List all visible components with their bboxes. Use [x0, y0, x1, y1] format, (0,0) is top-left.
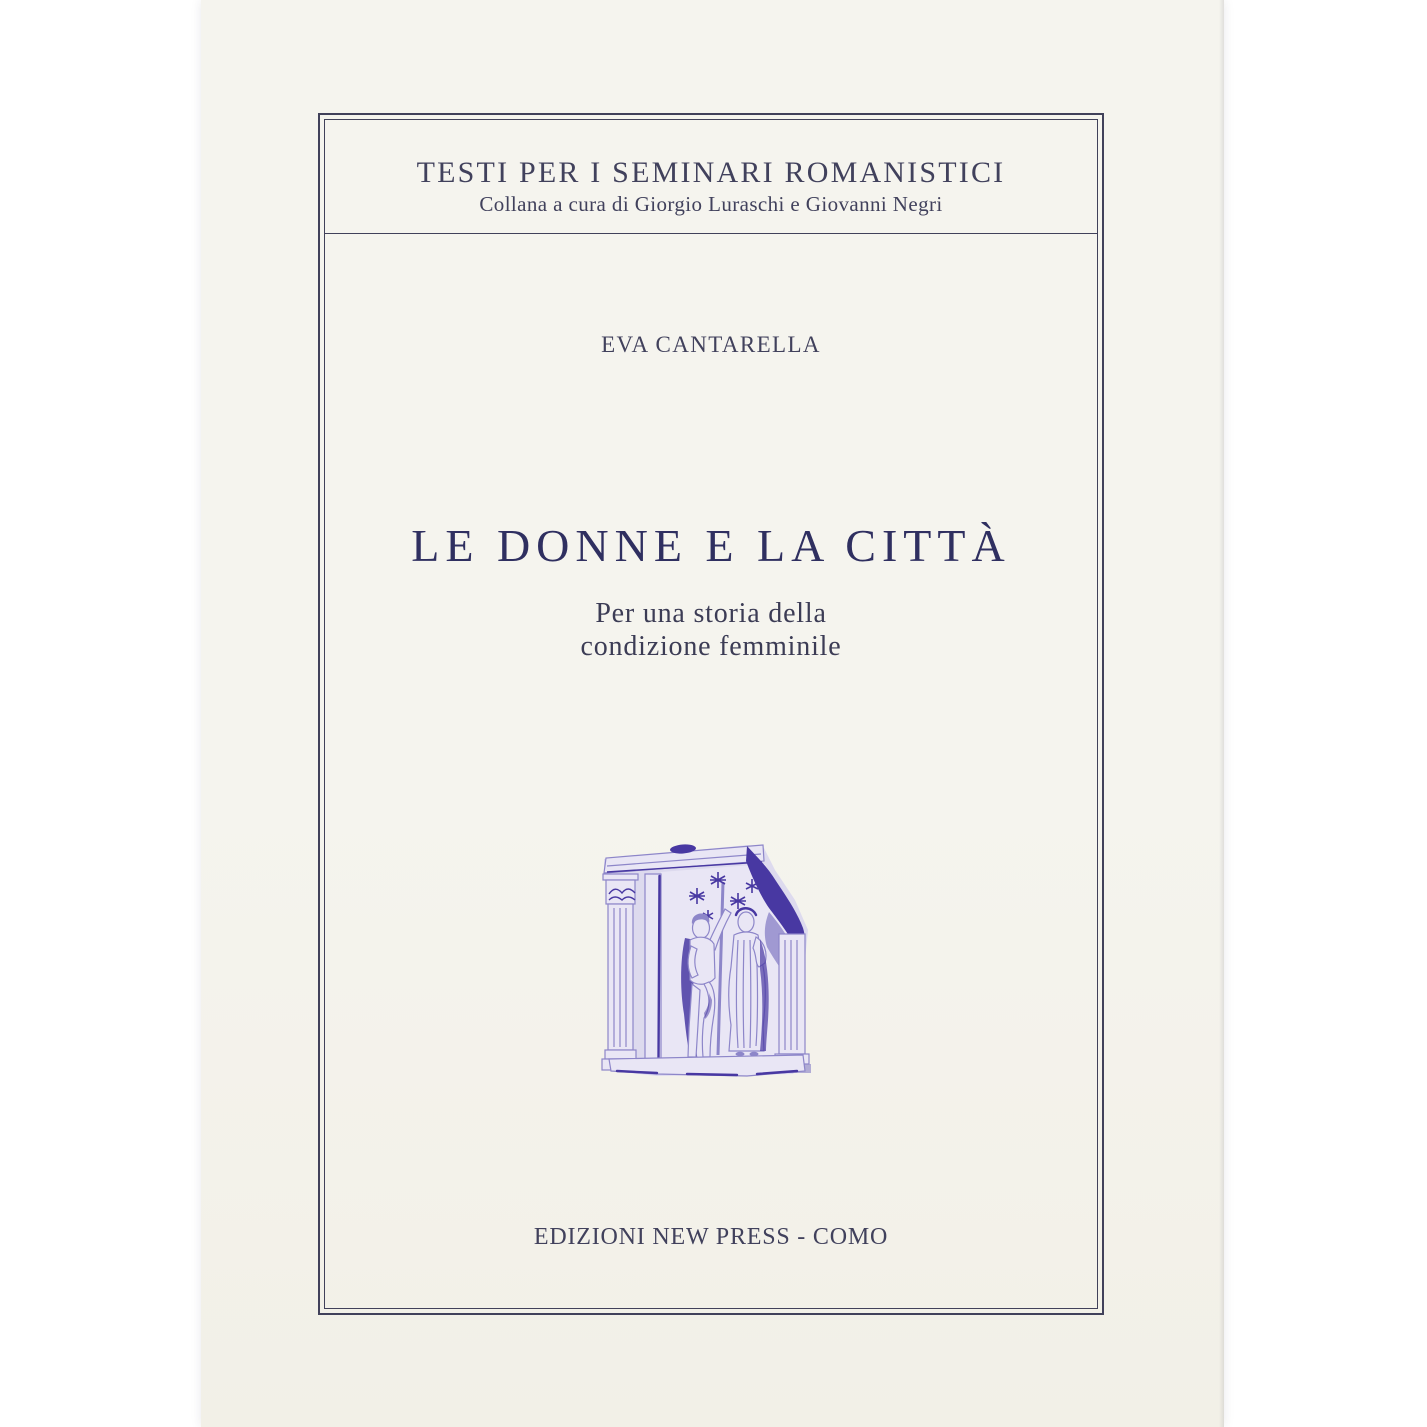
- cover-relief-illustration: [597, 828, 825, 1080]
- book-title: LE DONNE E LA CITTÀ: [411, 520, 1011, 571]
- series-title: TESTI PER I SEMINARI ROMANISTICI: [416, 156, 1006, 189]
- roman-relief-image: [597, 828, 825, 1080]
- book-subtitle-line-2: condizione femminile: [580, 631, 842, 662]
- book-subtitle-line-1: Per una storia della: [595, 598, 827, 629]
- cover-border-frame: [318, 113, 1104, 1315]
- cover-border-frame-inner: [324, 119, 1098, 1309]
- book-subtitle: [320, 597, 1102, 663]
- publisher-imprint: EDIZIONI NEW PRESS - COMO: [533, 1224, 889, 1250]
- series-editors: Collana a cura di Giorgio Luraschi e Giovanni Negri: [479, 192, 943, 216]
- book-cover: [201, 0, 1224, 1427]
- author-name: EVA CANTARELLA: [601, 332, 821, 357]
- series-divider-rule: [325, 233, 1097, 234]
